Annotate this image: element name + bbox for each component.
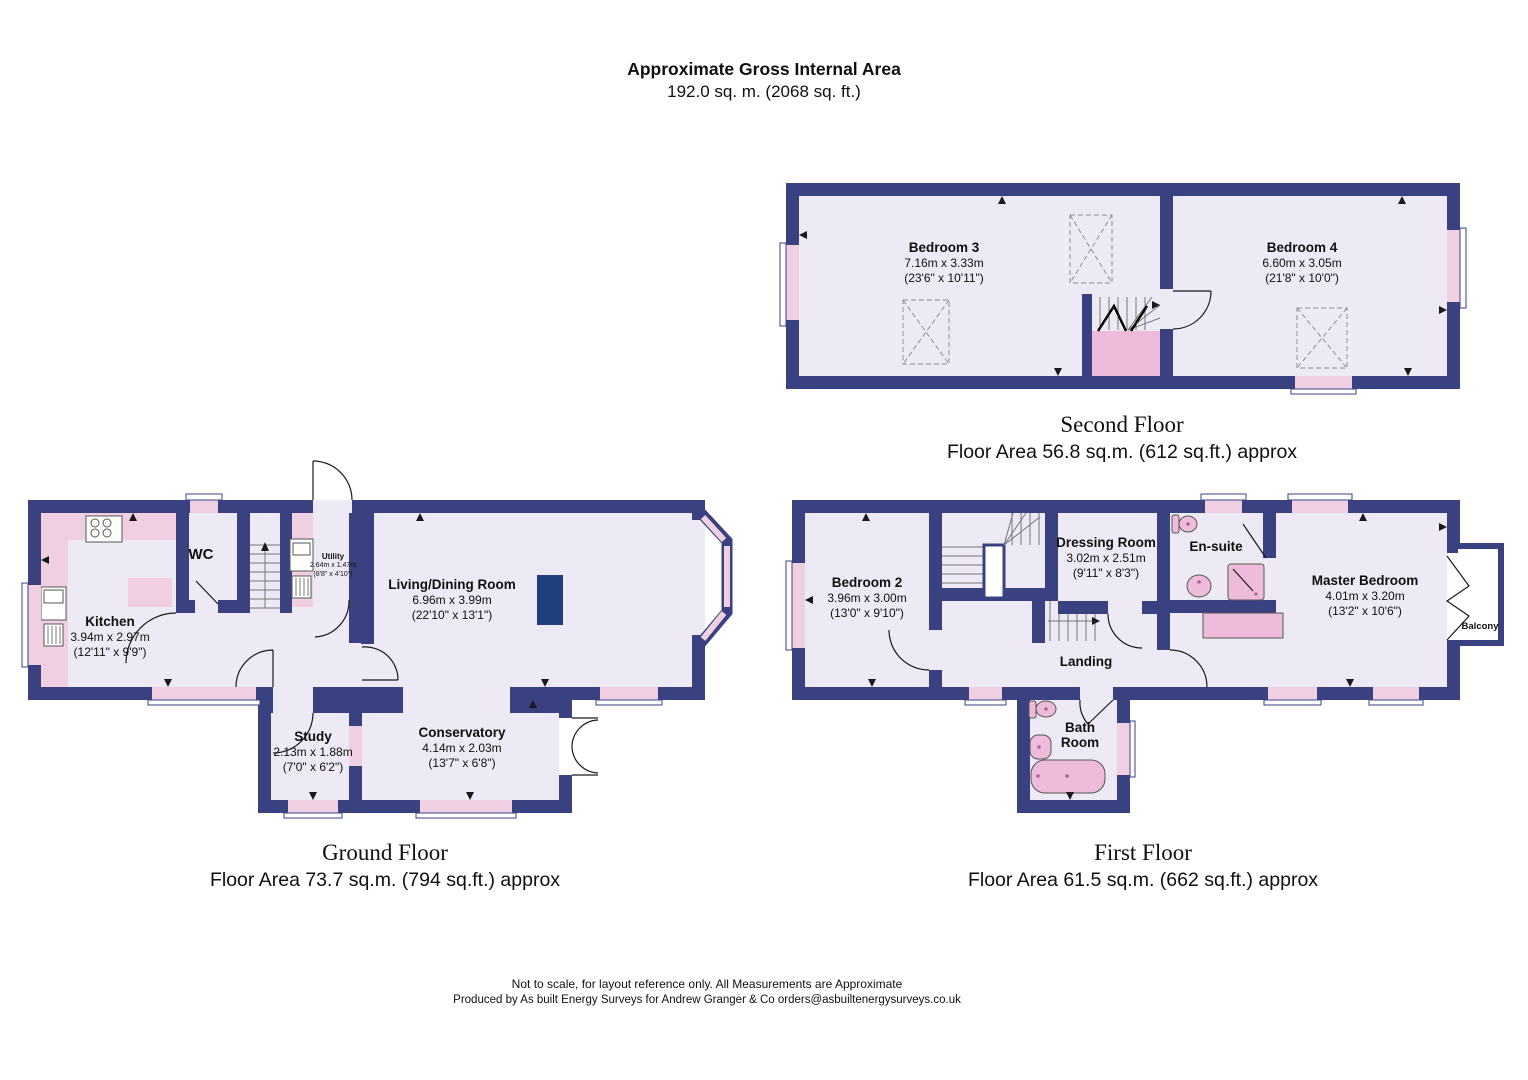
window xyxy=(1295,376,1352,389)
window xyxy=(1268,687,1317,700)
window xyxy=(152,687,256,700)
second-floor-plan xyxy=(780,183,1466,394)
window xyxy=(600,687,658,700)
page-subtitle: 192.0 sq. m. (2068 sq. ft.) xyxy=(667,82,861,101)
chimney-breast xyxy=(537,575,563,625)
window xyxy=(1205,500,1242,513)
room-label-bathroom: Bath Room xyxy=(1060,720,1100,750)
window xyxy=(420,800,512,813)
second-floor-caption: Second Floor xyxy=(1060,412,1184,437)
wardrobe xyxy=(1203,613,1283,638)
room-label-ensuite: En-suite xyxy=(1189,539,1243,554)
toilet-icon xyxy=(1172,515,1197,533)
room-label-kitchen: Kitchen 3.94m x 2.97m (12'11" x 9'9") xyxy=(70,614,150,659)
room-label-utility: Utility 2.64m x 1.47m (8'8" x 4'10") xyxy=(309,552,357,578)
room-label-wc: WC xyxy=(188,546,214,563)
room-label-landing: Landing xyxy=(1059,654,1113,669)
basin-icon xyxy=(1030,735,1051,759)
room-label-living-dining: Living/Dining Room 6.96m x 3.99m (22'10" x 13'1") xyxy=(388,577,516,622)
bay-window xyxy=(692,512,727,644)
ground-floor-area: Floor Area 73.7 sq.m. (794 sq.ft.) approx xyxy=(209,869,561,891)
window xyxy=(1373,687,1419,700)
room-label-bedroom-2: Bedroom 2 3.96m x 3.00m (13'0" x 9'10") xyxy=(827,575,907,620)
room-label-study: Study 2.13m x 1.88m (7'0" x 6'2") xyxy=(273,729,353,774)
bathtub-icon xyxy=(1031,760,1105,793)
basin-icon xyxy=(1187,575,1211,597)
french-doors xyxy=(559,718,598,775)
producer-text: Produced by As built Energy Surveys for Andrew Granger & Co orders@asbuiltenergysurveys.co.uk xyxy=(453,994,961,1006)
window xyxy=(1117,723,1130,775)
room-label-bedroom-4: Bedroom 4 6.60m x 3.05m (21'8" x 10'0") xyxy=(1262,240,1342,285)
first-floor-caption: First Floor xyxy=(1094,840,1192,865)
shower-icon xyxy=(1228,564,1264,600)
room-label-master-bedroom: Master Bedroom 4.01m x 3.20m (13'2" x 10'6") xyxy=(1311,573,1419,618)
window xyxy=(1447,230,1460,302)
bedroom-divider-wall xyxy=(1160,196,1173,289)
hob-icon xyxy=(86,516,122,542)
ground-floor-caption: Ground Floor xyxy=(322,840,448,865)
toilet-icon xyxy=(1029,701,1056,718)
first-floor-area: Floor Area 61.5 sq.m. (662 sq.ft.) approx xyxy=(967,869,1319,891)
window xyxy=(792,563,805,648)
disclaimer-text: Not to scale, for layout reference only. All Measurements are Approximate xyxy=(511,977,903,991)
window xyxy=(1292,500,1348,513)
sink-icon xyxy=(41,587,66,646)
page-title: Approximate Gross Internal Area xyxy=(627,59,901,79)
window xyxy=(190,500,218,513)
room-label-conservatory: Conservatory 4.14m x 2.03m (13'7" x 6'8") xyxy=(418,725,506,770)
window xyxy=(969,687,1002,700)
second-floor-area: Floor Area 56.8 sq.m. (612 sq.ft.) approx xyxy=(946,441,1298,463)
window xyxy=(786,245,799,320)
kitchen-island xyxy=(128,578,172,607)
room-label-bedroom-3: Bedroom 3 7.16m x 3.33m (23'6" x 10'11") xyxy=(904,240,984,285)
room-label-balcony: Balcony xyxy=(1461,621,1499,632)
window xyxy=(288,800,338,813)
window xyxy=(28,585,41,665)
room-label-dressing-room: Dressing Room 3.02m x 2.51m (9'11" x 8'3") xyxy=(1056,535,1156,580)
